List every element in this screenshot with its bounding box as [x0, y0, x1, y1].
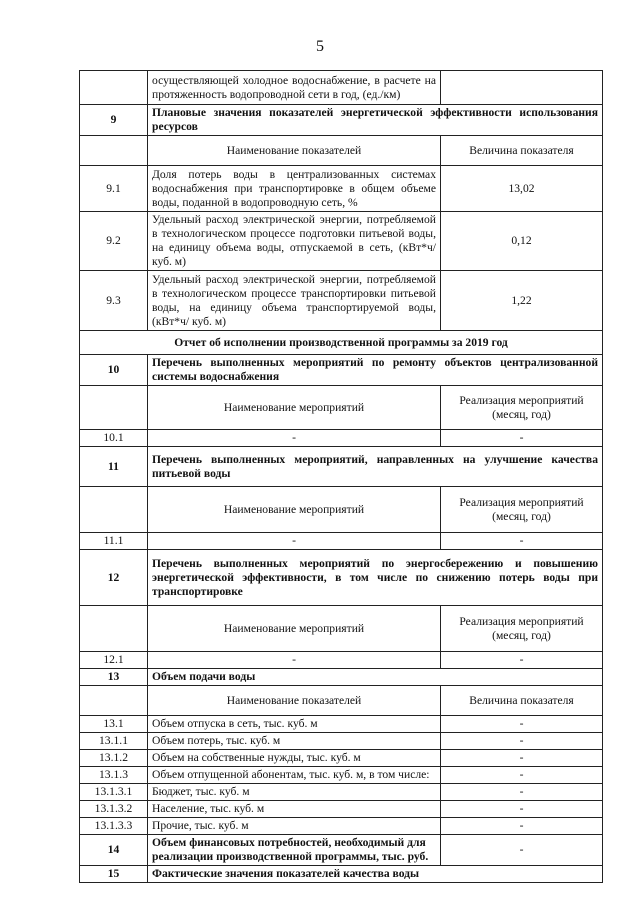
row-number: 10.1 [80, 430, 148, 447]
column-header-name: Наименование мероприятий [148, 487, 441, 533]
table-row [80, 733, 603, 750]
row-number: 9.2 [80, 212, 148, 271]
row-text: осуществляющей холодное водоснабжение, в расчете на протяженность водопроводной сети в год, (ед./км) [148, 71, 441, 105]
column-header-name: Наименование мероприятий [148, 606, 441, 652]
row-value [441, 71, 603, 105]
section-number: 13 [80, 669, 148, 686]
row-text: Удельный расход электрической энергии, потребляемой в технологическом процессе транспортировки питьевой воды, на единицу объема транспортируемой воды, (кВт*ч/ куб. м) [148, 271, 441, 331]
row-number: 13.1.3.3 [80, 818, 148, 835]
row-number: 13.1.1 [80, 733, 148, 750]
program-table [79, 70, 603, 883]
section-title: Объем подачи воды [148, 669, 603, 686]
row-number: 12.1 [80, 652, 148, 669]
column-header-row [80, 136, 603, 166]
section-header-row [80, 835, 603, 866]
section-header-row [80, 447, 603, 487]
row-text: Объем отпущенной абонентам, тыс. куб. м, в том числе: [148, 767, 441, 784]
row-text: Население, тыс. куб. м [148, 801, 441, 818]
row-text: Доля потерь воды в централизованных системах водоснабжения при транспортировке в общем объеме воды, поданной в водопроводную сеть, % [148, 166, 441, 212]
column-header-value: Величина показателя [441, 136, 603, 166]
section-header-row [80, 550, 603, 606]
section-number: 10 [80, 355, 148, 386]
row-value: - [441, 716, 603, 733]
column-header-value: Реализация мероприятий (месяц, год) [441, 606, 603, 652]
row-value: - [441, 652, 603, 669]
column-header-row [80, 606, 603, 652]
row-number: 13.1 [80, 716, 148, 733]
section-number: 15 [80, 866, 148, 883]
section-title: Перечень выполненных мероприятий по энергосбережению и повышению энергетической эффективности, в том числе по снижению потерь воды при транспортировке [148, 550, 603, 606]
row-number: 13.1.3.2 [80, 801, 148, 818]
row-text: Бюджет, тыс. куб. м [148, 784, 441, 801]
row-number: 13.1.3 [80, 767, 148, 784]
section-number: 11 [80, 447, 148, 487]
section-title: Фактические значения показателей качества воды [148, 866, 603, 883]
row-value: - [441, 750, 603, 767]
row-text: - [148, 430, 441, 447]
column-header-row [80, 386, 603, 430]
table-row [80, 271, 603, 331]
section-title: Перечень выполненных мероприятий по ремонту объектов централизованной системы водоснабжения [148, 355, 603, 386]
table-row [80, 818, 603, 835]
section-title: Перечень выполненных мероприятий, направленных на улучшение качества питьевой воды [148, 447, 603, 487]
table-row [80, 784, 603, 801]
table-row [80, 166, 603, 212]
row-number-cell [80, 71, 148, 105]
row-value: - [441, 818, 603, 835]
row-text: Объем потерь, тыс. куб. м [148, 733, 441, 750]
row-text: - [148, 652, 441, 669]
row-value: 0,12 [441, 212, 603, 271]
row-value: - [441, 430, 603, 447]
row-text: Удельный расход электрической энергии, потребляемой в технологическом процессе подготовки питьевой воды, на единицу объема воды, отпускаемой в сеть, (кВт*ч/куб. м) [148, 212, 441, 271]
section-number: 14 [80, 835, 148, 866]
table-row [80, 652, 603, 669]
column-header-row [80, 686, 603, 716]
column-header-name: Наименование показателей [148, 136, 441, 166]
section-number: 12 [80, 550, 148, 606]
row-text: - [148, 533, 441, 550]
column-header-name: Наименование показателей [148, 686, 441, 716]
section-header-row [80, 669, 603, 686]
row-text: Объем отпуска в сеть, тыс. куб. м [148, 716, 441, 733]
report-title-row [80, 331, 603, 355]
section-title: Объем финансовых потребностей, необходимый для реализации производственной программы, тыс. руб. [148, 835, 441, 866]
row-text: Объем на собственные нужды, тыс. куб. м [148, 750, 441, 767]
table-row [80, 533, 603, 550]
table-row [80, 430, 603, 447]
section-header-row [80, 866, 603, 883]
row-value: - [441, 784, 603, 801]
table-row [80, 212, 603, 271]
section-number: 9 [80, 105, 148, 136]
section-header-row [80, 105, 603, 136]
row-value: - [441, 767, 603, 784]
table-row [80, 767, 603, 784]
column-header-name: Наименование мероприятий [148, 386, 441, 430]
row-value: - [441, 835, 603, 866]
row-value: - [441, 801, 603, 818]
row-value: 1,22 [441, 271, 603, 331]
report-title: Отчет об исполнении производственной программы за 2019 год [80, 331, 603, 355]
column-header-value: Реализация мероприятий (месяц, год) [441, 487, 603, 533]
row-value: - [441, 733, 603, 750]
column-header-row [80, 487, 603, 533]
page-number: 5 [316, 38, 324, 55]
column-header-value: Реализация мероприятий (месяц, год) [441, 386, 603, 430]
column-header-value: Величина показателя [441, 686, 603, 716]
row-number: 9.1 [80, 166, 148, 212]
section-title: Плановые значения показателей энергетической эффективности использования ресурсов [148, 105, 603, 136]
row-number: 11.1 [80, 533, 148, 550]
row-value: 13,02 [441, 166, 603, 212]
table-row [80, 801, 603, 818]
row-value: - [441, 533, 603, 550]
row-number: 13.1.2 [80, 750, 148, 767]
section-header-row [80, 355, 603, 386]
table-row [80, 716, 603, 733]
table-row [80, 71, 603, 105]
row-number: 9.3 [80, 271, 148, 331]
table-row [80, 750, 603, 767]
row-number: 13.1.3.1 [80, 784, 148, 801]
row-text: Прочие, тыс. куб. м [148, 818, 441, 835]
